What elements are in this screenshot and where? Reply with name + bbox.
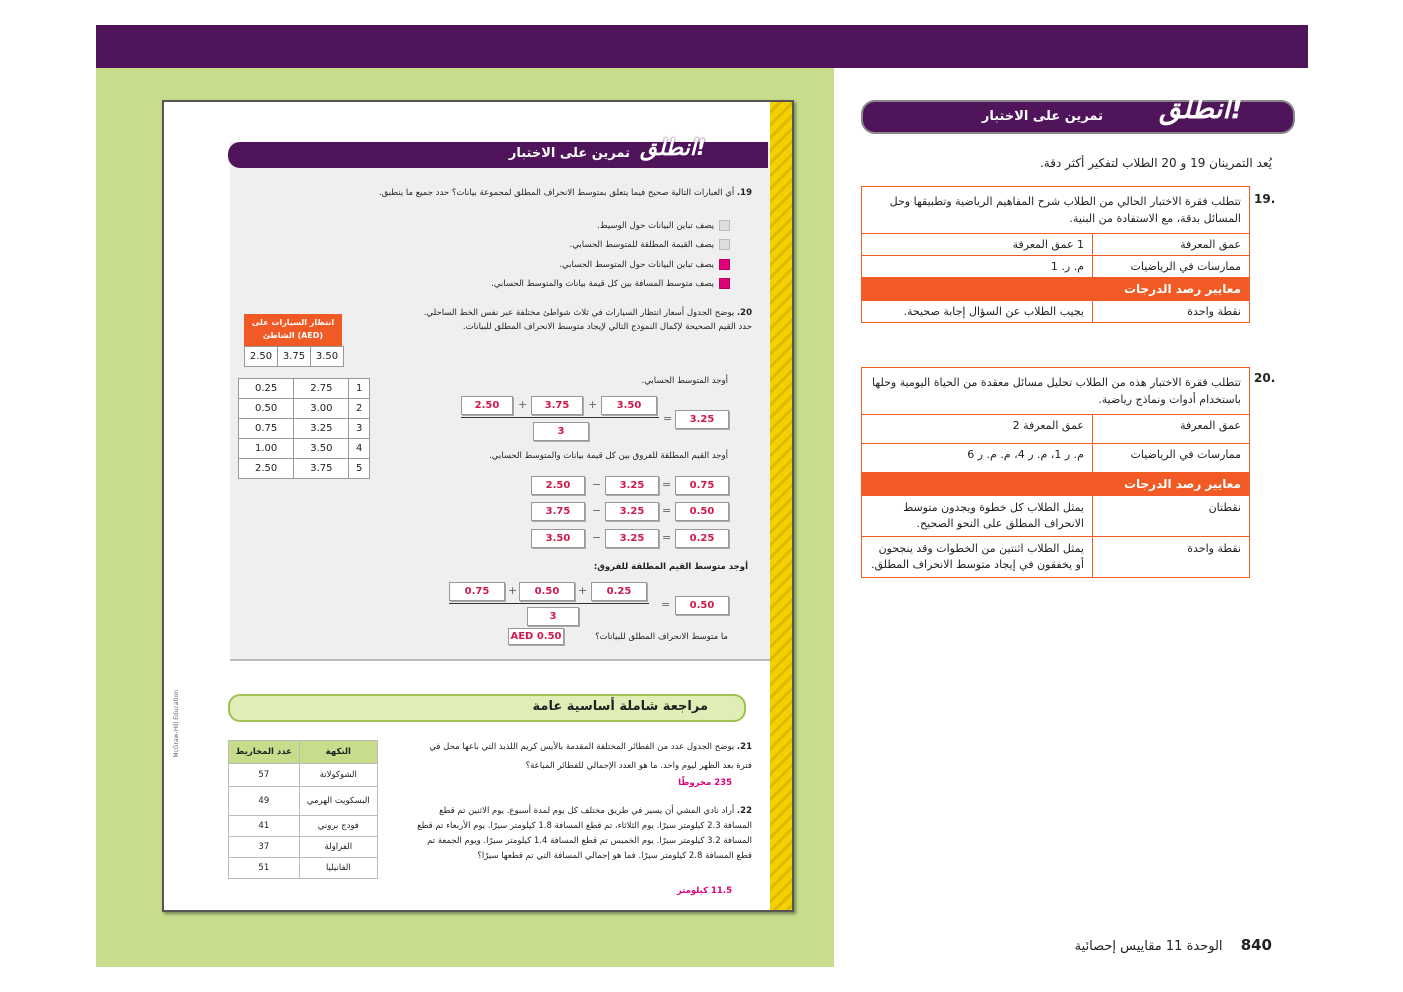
rubric-row xyxy=(862,301,1249,322)
col-header-count: عدد المخاريط xyxy=(229,741,300,764)
cones-table: عدد المخاريط النكهة 57 الشوكولاتة 49 البسكويت الهرمي 41 فودج بروني 37 الفراولة 51 الفانيليا xyxy=(228,740,378,879)
fraction-bar xyxy=(449,603,649,604)
row-label: ممارسات في الرياضيات xyxy=(1092,256,1249,277)
unit-title: الوحدة 11 مقاييس إحصائية xyxy=(1074,939,1223,954)
price-cell: 3.75 xyxy=(278,347,311,367)
equals-sign: = xyxy=(662,531,672,544)
q19-option[interactable] xyxy=(597,220,730,231)
diff-result-box[interactable]: 0.50 xyxy=(675,502,729,521)
row-label: عمق المعرفة xyxy=(1092,415,1249,443)
points-description: يمثل الطلاب كل خطوة ويجدون متوسط الانحراف المطلق على النحو الصحيح. xyxy=(903,501,1084,530)
checkbox-checked-icon[interactable] xyxy=(719,259,730,270)
avg-box[interactable]: 0.75 xyxy=(449,582,505,601)
option-label: يصف القيمة المطلقة للمتوسط الحسابي. xyxy=(569,240,714,250)
equals-sign: = xyxy=(662,478,672,491)
answer-bank-table: 0.25 2.75 1 0.50 3.00 2 0.75 3.25 3 1.00 3.50 4 2.50 3.75 5 xyxy=(238,378,370,479)
plus-sign: + xyxy=(508,584,518,597)
avg-box[interactable]: 0.25 xyxy=(591,582,647,601)
q20-prompt: يوضح الجدول أسعار انتظار السيارات في ثلاث شواطئ مختلفة عبر نفس الخط الساحلي. حدد القيم الصحيحة لإكمال النموذج التالي لإيجاد متوسط الانحراف المطلق للبيانات. xyxy=(423,308,752,332)
intro-text: يُعد التمرينان 19 و 20 الطلاب لتفكير أكثر دقة. xyxy=(1039,156,1272,170)
diff-box[interactable]: 3.50 xyxy=(531,529,585,548)
avg-box[interactable]: 0.50 xyxy=(519,582,575,601)
diff-box[interactable]: 3.75 xyxy=(531,502,585,521)
diff-box[interactable]: 3.25 xyxy=(605,476,659,495)
diff-result-box[interactable]: 0.75 xyxy=(675,476,729,495)
item20-card xyxy=(861,367,1250,578)
plus-sign: + xyxy=(588,398,598,411)
q20-number: 20. xyxy=(736,308,752,318)
c19-number: 19. xyxy=(1254,192,1276,206)
rubric-header: معايير رصد الدرجات xyxy=(862,277,1249,301)
points-description: يجيب الطلاب عن السؤال إجابة صحيحة. xyxy=(903,305,1084,318)
copyright-side-text: McGraw-Hill Education xyxy=(173,690,180,758)
dok-row xyxy=(862,233,1249,255)
q22-number: 22. xyxy=(736,806,752,816)
checkbox-icon[interactable] xyxy=(719,239,730,250)
q21-answer: 235 مخروطًا xyxy=(678,778,732,788)
rubric-row xyxy=(862,496,1249,536)
c20-description: تتطلب فقرة الاختبار هذه من الطلاب تحليل مسائل معقدة من الحياة اليومية وحلها باستخدام أدوات ونماذج رياضية. xyxy=(872,376,1241,406)
teacher-test-practice-header xyxy=(861,92,1295,134)
go-logo: انطلق! xyxy=(640,136,706,161)
rubric-row xyxy=(862,536,1249,577)
top-banner xyxy=(96,25,1308,68)
mean-box[interactable]: 3.50 xyxy=(601,396,657,415)
row-value: م. ر 1، م. ر 4، م. م. ر 6 xyxy=(967,448,1084,461)
points-description: يمثل الطلاب اثنتين من الخطوات وقد ينجحون أو يخفقون في إيجاد متوسط الانحراف المطلق. xyxy=(871,542,1084,571)
c19-description: تتطلب فقرة الاختبار الحالي من الطلاب شرح المفاهيم الرياضية وتطبيقها وحل المسائل بدقة، مع الاستفادة من البنية. xyxy=(889,195,1241,225)
q21-number: 21. xyxy=(736,742,752,752)
go-logo: انطلق! xyxy=(1159,92,1243,125)
row-label: ممارسات في الرياضيات xyxy=(1092,444,1249,472)
price-cell: 3.50 xyxy=(311,347,344,367)
test-practice-title: تمرين على الاختبار xyxy=(508,146,630,161)
q19-option[interactable] xyxy=(570,239,730,250)
q22-text xyxy=(412,804,752,864)
mean-divisor-box[interactable]: 3 xyxy=(533,422,589,441)
review-title: مراجعة شاملة أساسية عامة xyxy=(532,699,708,714)
practices-row xyxy=(862,443,1249,472)
c20-number: 20. xyxy=(1254,371,1276,385)
q19-number: 19. xyxy=(736,188,752,198)
final-answer-box[interactable]: AED 0.50 xyxy=(508,628,564,645)
item19-card xyxy=(861,186,1250,323)
q22-prompt: أراد نادي المشي أن يسير في طريق مختلف كل يوم لمدة أسبوع. يوم الاثنين تم قطع المسافة 2.3 كيلومتر سيرًا. يوم الثلاثاء، تم قطع المسافة 1.8 كيلومتر سيرًا. يوم الأربعاء تم قطع المسافة 3.2 كيلومتر سيرًا. يوم الخميس تم قطع المسافة 1.4 كيلومتر سيرًا. ويوم الجمعة تم قطع المسافة 2.8 كيلومتر سيرًا. فما هو إجمالي المسافة التي تم قطعها سيرًا؟ xyxy=(417,806,752,861)
practices-row xyxy=(862,255,1249,277)
rubric-header: معايير رصد الدرجات xyxy=(862,472,1249,496)
mean-step-label: أوجد المتوسط الحسابي. xyxy=(641,376,728,386)
fraction-bar xyxy=(461,417,659,418)
page-number: 840 xyxy=(1240,936,1272,954)
q19-prompt: أي العبارات التالية صحيح فيما يتعلق بمتوسط الانحراف المطلق لمجموعة بيانات؟ حدد جميع ما ينطبق. xyxy=(378,188,735,198)
price-cell: 2.50 xyxy=(245,347,278,367)
q19-option[interactable] xyxy=(559,259,730,270)
plus-sign: + xyxy=(578,584,588,597)
diff-box[interactable]: 2.50 xyxy=(531,476,585,495)
equals-sign: = xyxy=(661,598,671,611)
review-banner xyxy=(228,694,746,722)
teacher-heading: تمرين على الاختبار xyxy=(981,109,1103,124)
minus-sign: − xyxy=(592,531,602,544)
parking-prices-table xyxy=(244,346,344,367)
points-label: نقطة واحدة xyxy=(1092,301,1249,322)
option-label: يصف تباين البيانات حول المتوسط الحسابي. xyxy=(559,260,714,270)
option-label: يصف متوسط المسافة بين كل قيمة بيانات والمتوسط الحسابي. xyxy=(491,279,714,289)
avg-result-box[interactable]: 0.50 xyxy=(675,596,729,615)
row-value: عمق المعرفة 2 xyxy=(1012,419,1084,432)
q21-prompt: يوضح الجدول عدد من الفطائر المختلفة المقدمة بالأيس كريم اللذيذ التي باعها محل في فترة بعد الظهر ليوم واحد. ما هو العدد الإجمالي للفطائر المباعة؟ xyxy=(429,742,752,771)
mean-result-box[interactable]: 3.25 xyxy=(675,410,729,429)
row-value: 1 عمق المعرفة xyxy=(1012,238,1084,251)
minus-sign: − xyxy=(592,478,602,491)
dok-row xyxy=(862,414,1249,443)
avg-divisor-box[interactable]: 3 xyxy=(527,607,579,626)
plus-sign: + xyxy=(518,398,528,411)
test-practice-header xyxy=(228,136,768,168)
equals-sign: = xyxy=(663,412,673,425)
mean-box[interactable]: 3.75 xyxy=(531,396,583,415)
abs-step-label: أوجد القيم المطلقة للفروق بين كل قيمة بيانات والمتوسط الحسابي. xyxy=(489,451,728,461)
col-header-flavor: النكهة xyxy=(299,741,377,764)
q19-text xyxy=(342,186,752,200)
diff-box[interactable]: 3.25 xyxy=(605,529,659,548)
avg-step-label: أوجد متوسط القيم المطلقة للفروق: xyxy=(593,562,748,572)
points-label: نقطتان xyxy=(1092,496,1249,536)
points-label: نقطة واحدة xyxy=(1092,537,1249,577)
final-question: ما متوسط الانحراف المطلق للبيانات؟ xyxy=(595,632,728,642)
checkbox-icon[interactable] xyxy=(719,220,730,231)
q22-answer: 11.5 كيلومتر xyxy=(676,886,732,896)
q20-text xyxy=(422,306,752,334)
q21-text xyxy=(416,738,752,776)
row-label: عمق المعرفة xyxy=(1092,234,1249,255)
q19-option[interactable] xyxy=(491,278,730,289)
page-edge-stripe xyxy=(770,102,792,910)
option-label: يصف تباين البيانات حول الوسيط. xyxy=(597,221,714,231)
minus-sign: − xyxy=(592,504,602,517)
mean-box[interactable]: 2.50 xyxy=(461,396,513,415)
diff-box[interactable]: 3.25 xyxy=(605,502,659,521)
page-footer xyxy=(1075,936,1272,954)
diff-result-box[interactable]: 0.25 xyxy=(675,529,729,548)
parking-table-title: انتظار السيارات على الشاطئ (AED) xyxy=(244,314,342,346)
row-value: م. ر. 1 xyxy=(1050,260,1084,273)
checkbox-checked-icon[interactable] xyxy=(719,278,730,289)
equals-sign: = xyxy=(662,504,672,517)
student-page xyxy=(162,100,794,912)
